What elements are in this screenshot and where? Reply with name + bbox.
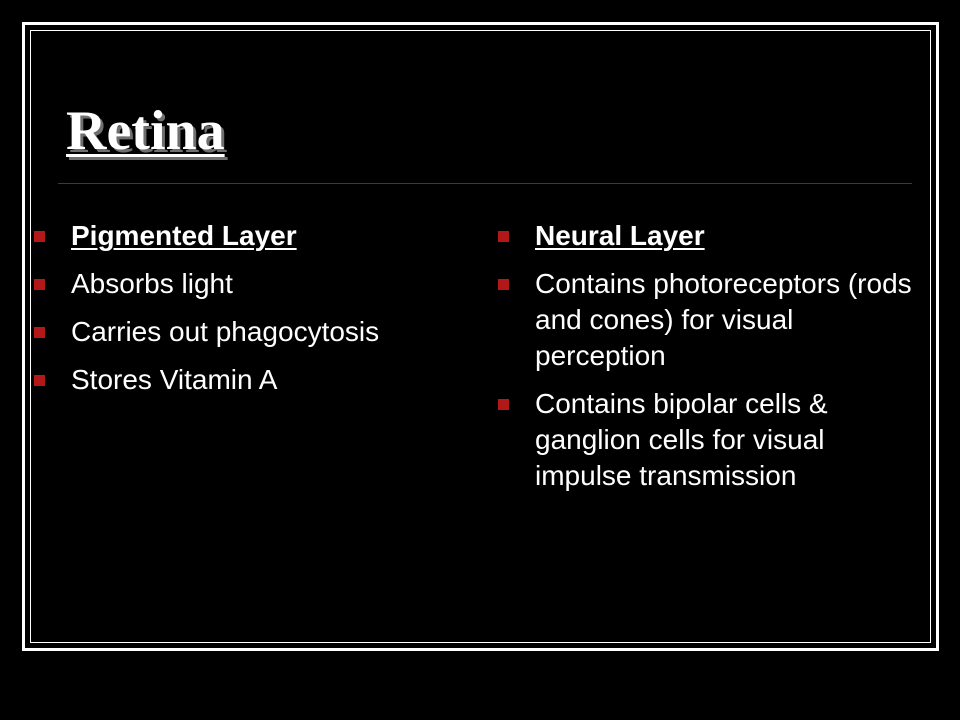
right-column-list xyxy=(498,218,918,506)
square-bullet-icon xyxy=(498,279,509,290)
title-divider xyxy=(58,183,912,184)
square-bullet-icon xyxy=(34,231,45,242)
square-bullet-icon xyxy=(498,399,509,410)
square-bullet-icon xyxy=(34,375,45,386)
list-item xyxy=(498,386,918,494)
column-heading: Neural Layer xyxy=(535,220,705,251)
list-item-text: Contains photoreceptors (rods and cones) for visual perception xyxy=(535,268,912,371)
list-item-text: Carries out phagocytosis xyxy=(71,316,380,347)
list-item-text: Contains bipolar cells & ganglion cells for visual impulse transmission xyxy=(535,388,828,491)
list-item-text: Stores Vitamin A xyxy=(71,364,278,395)
slide-title: Retina xyxy=(66,100,225,162)
left-column-list xyxy=(34,218,424,410)
list-item-text: Absorbs light xyxy=(71,268,233,299)
list-item xyxy=(34,218,424,254)
square-bullet-icon xyxy=(498,231,509,242)
list-item xyxy=(498,218,918,254)
list-item xyxy=(34,314,424,350)
square-bullet-icon xyxy=(34,327,45,338)
list-item xyxy=(498,266,918,374)
square-bullet-icon xyxy=(34,279,45,290)
list-item xyxy=(34,362,424,398)
column-heading: Pigmented Layer xyxy=(71,220,297,251)
list-item xyxy=(34,266,424,302)
